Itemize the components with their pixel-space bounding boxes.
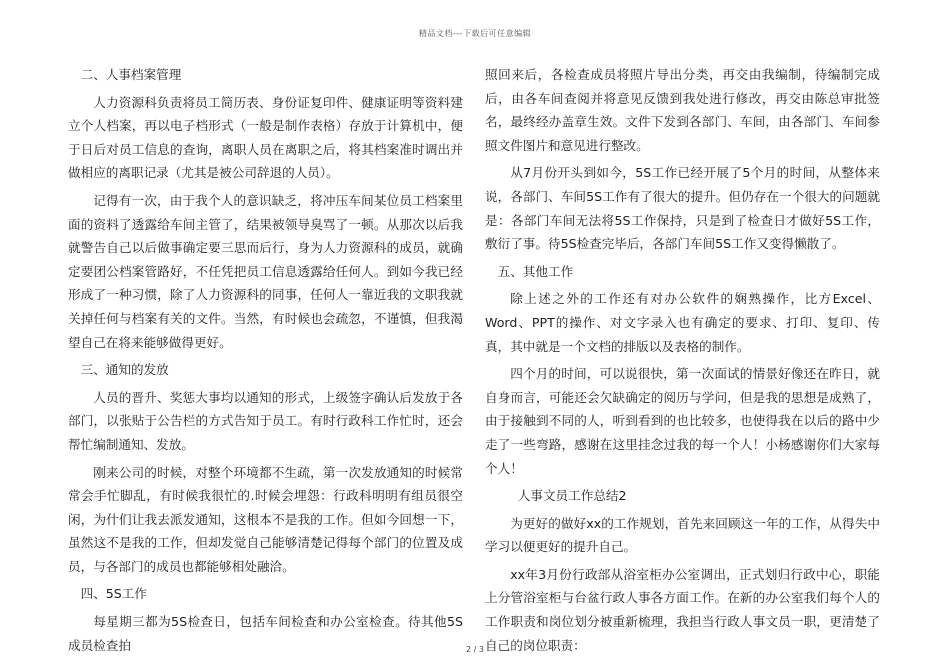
section-heading-other: 五、其他工作	[497, 263, 574, 279]
paragraph-continued: 照回来后，各检查成员将照片导出分类，再交由我编制，待编制完成后，由各车间查阅并将意见反馈到我处进行修改，再交由陈总审批签名，最终经办盖章生效。文件下发到各部门、车间，由各部门、车间参照文件图片和意见进行整改。	[485, 67, 880, 153]
section-heading-5s: 四、5S工作	[80, 586, 147, 602]
paragraph: xx年3月份行政部从浴室柜办公室调出，正式划归行政中心，职能上分管浴室柜与台盆行政人事各方面工作。在新的办公室我们每个人的工作职责和岗位划分被重新梳理，我担当行政人事文员一职，更清楚了自己的岗位职责：	[485, 566, 880, 653]
right-column	[485, 63, 880, 661]
paragraph: 为更好的做好xx的工作规划，首先来回顾这一年的工作，从得失中学习以便更好的提升自己。	[485, 515, 880, 555]
left-column	[68, 63, 463, 661]
section-heading-notice: 三、通知的发放	[80, 362, 169, 378]
document-title-2: 人事文员工作总结2	[517, 488, 627, 504]
section-heading-archive: 二、人事档案管理	[80, 67, 182, 82]
paragraph: 除上述之外的工作还有对办公软件的娴熟操作，比方Excel、Word、PPT的操作、对文字录入也有确定的要求、打印、复印、传真，其中就是一个文档的排版以及表格的制作。	[485, 291, 880, 354]
paragraph: 每星期三都为5S检查日，包括车间检查和办公室检查。待其他5S成员检查拍	[68, 614, 463, 653]
paragraph: 人员的晋升、奖惩大事均以通知的形式，上级签字确认后发放于各部门，以张贴于公告栏的方式告知于员工。有时行政科工作忙时，还会帮忙编制通知、发放。	[68, 389, 463, 452]
page-header: 精品文档---下载后可任意编辑	[418, 29, 532, 38]
paragraph: 人力资源科负责将员工简历表、身份证复印件、健康证明等资料建立个人档案，再以电子档形式（一般是制作表格）存放于计算机中，便于日后对员工信息的查询，离职人员在离职之后，将其档案准时调出并做相应的离职记录（尤其是被公司辞退的人员）。	[68, 94, 463, 181]
paragraph: 从7月份开头到如今，5S工作已经开展了5个月的时间，从整体来说，各部门、车间5S工作有了很大的提升。但仍存在一个很大的问题就是：各部门车间无法将5S工作保持，只是到了检查日才做好5S工作，敷衍了事。待5S检查完毕后，各部门车间5S工作又变得懒散了。	[485, 165, 880, 252]
paragraph: 刚来公司的时候，对整个环境都不生疏，第一次发放通知的时候常常会手忙脚乱，有时候我很忙的.时候会埋怨：行政科明明有组员很空闲，为什们让我去派发通知，这根本不是我的工作。但如今回想一下，虽然这不是我的工作，但却发觉自己能够清楚记得每个部门的位置及成员，与各部门的成员也都能够相处融洽。	[68, 464, 463, 574]
page-number: 2 / 3	[466, 645, 484, 654]
paragraph: 记得有一次，由于我个人的意识缺乏，将冲压车间某位员工档案里面的资料了透露给车间主管了，结果被领导臭骂了一顿。从那次以后我就警告自己以后做事确定要三思而后行，身为人力资源科的成员，就确定要团公档案管路好，不任凭把员工信息透露给任何人。到如今我已经形成了一种习惯，除了人力资源科的同事，任何人一靠近我的文职我就关掉任何与档案有关的文件。当然，有时候也会疏忽，不谨慎，但我渴望自己在将来能够做得更好。	[68, 192, 463, 350]
paragraph: 四个月的时间，可以说很快，第一次面试的情景好像还在昨日，就自身而言，可能还会欠缺确定的阅历与学问，但是我的思想是成熟了，由于接触到不同的人，听到看到的也比较多，也使得我在以后的路中少走了一些弯路，感谢在这里挂念过我的每一个人！小杨感谢你们大家每个人！	[485, 366, 880, 476]
